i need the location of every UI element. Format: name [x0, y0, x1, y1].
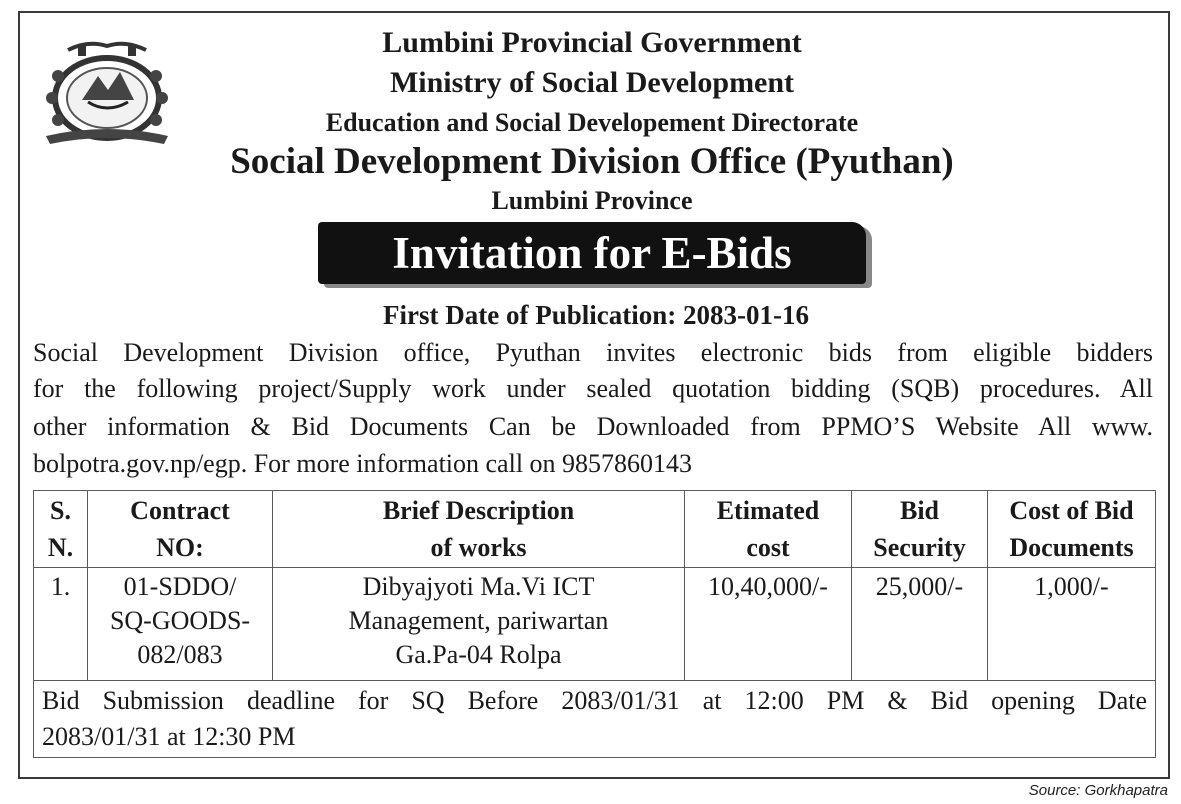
- deadline-line-1: Bid Submission deadline for SQ Before 2083/01/31 at 12:00 PM & Bid opening Date: [42, 686, 1147, 715]
- intro-line-1: Social Development Division office, Pyuthan invites electronic bids from eligible bidders: [33, 338, 1153, 367]
- cell-serial-number: 1.: [34, 568, 88, 681]
- ministry-name: Ministry of Social Development: [389, 66, 795, 99]
- table-row: [34, 568, 1156, 681]
- header-estimated-cost: Etimated cost: [685, 491, 852, 568]
- intro-line-3: other information & Bid Documents Can be Downloaded from PPMO’S Website All www.: [33, 412, 1153, 441]
- cell-contract-no: 01-SDDO/ SQ-GOODS- 082/083: [88, 568, 273, 681]
- source-credit: Source: Gorkhapatra: [1028, 782, 1168, 799]
- table-footer-row: [34, 681, 1156, 758]
- table-header-row: [34, 491, 1156, 568]
- cell-estimated-cost: 10,40,000/-: [685, 568, 852, 681]
- deadline-line-2: 2083/01/31 at 12:30 PM: [42, 722, 296, 751]
- submission-deadline: [34, 681, 1156, 758]
- publication-date: First Date of Publication: 2083-01-16: [383, 300, 809, 330]
- cell-document-cost: 1,000/-: [988, 568, 1156, 681]
- header-description: Brief Description of works: [273, 491, 685, 568]
- government-name: Lumbini Provincial Government: [382, 26, 802, 59]
- notice-title-banner: Invitation for E-Bids: [318, 222, 866, 284]
- intro-line-4: bolpotra.gov.np/egp. For more information call on 9857860143: [33, 449, 693, 478]
- directorate-name: Education and Social Developement Directorate: [325, 108, 859, 137]
- header-contract-no: Contract NO:: [88, 491, 273, 568]
- intro-line-2: for the following project/Supply work under sealed quotation bidding (SQB) procedures. All: [33, 374, 1153, 403]
- office-name: Social Development Division Office (Pyuthan): [230, 141, 954, 182]
- header-document-cost: Cost of Bid Documents: [988, 491, 1156, 568]
- province-name: Lumbini Province: [491, 186, 693, 215]
- cell-bid-security: 25,000/-: [852, 568, 988, 681]
- cell-description: Dibyajyoti Ma.Vi ICT Management, pariwartan Ga.Pa-04 Rolpa: [273, 568, 685, 681]
- header-bid-security: Bid Security: [852, 491, 988, 568]
- bid-table: [33, 490, 1156, 758]
- header-serial-number: S. N.: [34, 491, 88, 568]
